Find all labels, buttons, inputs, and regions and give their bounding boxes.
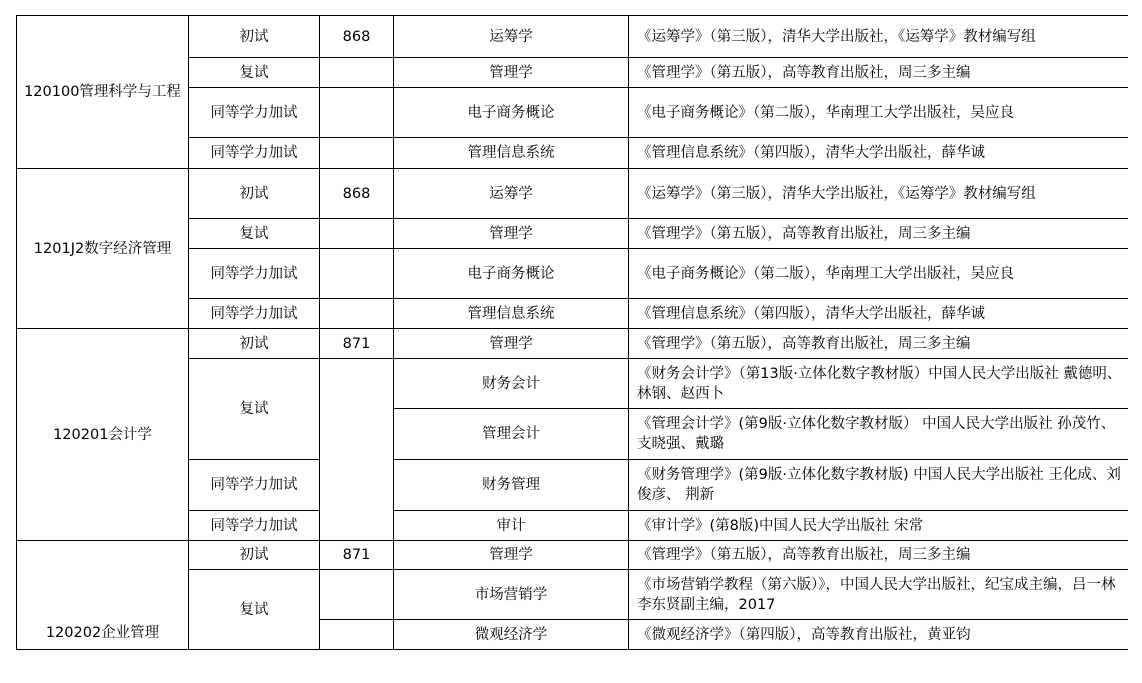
table-row [17, 541, 1129, 570]
subject-cell: 管理会计 [394, 409, 629, 460]
textbook-cell: 《管理学》（第五版），高等教育出版社，周三多主编 [629, 58, 1129, 88]
exam-type-cell: 同等学力加试 [189, 88, 320, 138]
subject-code-cell [320, 359, 394, 541]
textbook-table [16, 15, 1128, 650]
subject-cell: 财务管理 [394, 460, 629, 511]
subject-code-cell [320, 249, 394, 299]
major-cell: 120100管理科学与工程 [17, 16, 189, 169]
exam-type-cell: 复试 [189, 58, 320, 88]
major-cell: 120202企业管理 [17, 541, 189, 650]
textbook-cell: 《运筹学》（第三版），清华大学出版社，《运筹学》教材编写组 [629, 16, 1129, 58]
textbook-cell: 《管理信息系统》（第四版），清华大学出版社，薛华诚 [629, 138, 1129, 169]
table-row [17, 16, 1129, 58]
exam-type-cell: 同等学力加试 [189, 511, 320, 541]
exam-type-cell: 初试 [189, 169, 320, 219]
textbook-cell: 《微观经济学》（第四版），高等教育出版社，黄亚钧 [629, 620, 1129, 650]
subject-cell: 运筹学 [394, 169, 629, 219]
textbook-cell: 《运筹学》（第三版），清华大学出版社，《运筹学》教材编写组 [629, 169, 1129, 219]
exam-type-cell: 复试 [189, 570, 320, 650]
table-row [17, 329, 1129, 359]
subject-code-cell [320, 570, 394, 620]
subject-cell: 电子商务概论 [394, 88, 629, 138]
exam-type-cell: 同等学力加试 [189, 138, 320, 169]
exam-type-cell: 复试 [189, 359, 320, 460]
textbook-cell: 《管理学》（第五版），高等教育出版社，周三多主编 [629, 329, 1129, 359]
exam-type-cell: 初试 [189, 16, 320, 58]
subject-code-cell [320, 299, 394, 329]
subject-cell: 管理学 [394, 58, 629, 88]
textbook-cell: 《管理会计学》(第9版·立体化数字教材版） 中国人民大学出版社 孙茂竹、支晓强、戴璐 [629, 409, 1129, 460]
major-cell: 1201J2数字经济管理 [17, 169, 189, 329]
subject-code-cell [320, 138, 394, 169]
major-cell: 120201会计学 [17, 329, 189, 541]
textbook-cell: 《电子商务概论》（第二版），华南理工大学出版社，吴应良 [629, 249, 1129, 299]
textbook-cell: 《财务会计学》（第13版·立体化数字教材版）中国人民大学出版社 戴德明、林钢、赵西卜 [629, 359, 1129, 409]
subject-cell: 管理学 [394, 329, 629, 359]
textbook-cell: 《审计学》(第8版)中国人民大学出版社 宋常 [629, 511, 1129, 541]
exam-type-cell: 同等学力加试 [189, 460, 320, 511]
subject-cell: 管理信息系统 [394, 138, 629, 169]
textbook-cell: 《市场营销学教程（第六版）》，中国人民大学出版社，纪宝成主编，吕一林 李东贤副主编，2017 [629, 570, 1129, 620]
exam-type-cell: 同等学力加试 [189, 249, 320, 299]
subject-code-cell [320, 58, 394, 88]
subject-code-cell [320, 219, 394, 249]
textbook-cell: 《管理信息系统》（第四版），清华大学出版社，薛华诚 [629, 299, 1129, 329]
subject-code-cell: 871 [320, 329, 394, 359]
subject-cell: 财务会计 [394, 359, 629, 409]
exam-type-cell: 同等学力加试 [189, 299, 320, 329]
subject-cell: 微观经济学 [394, 620, 629, 650]
subject-cell: 管理学 [394, 219, 629, 249]
subject-cell: 管理学 [394, 541, 629, 570]
exam-type-cell: 初试 [189, 329, 320, 359]
textbook-table-container [16, 15, 1128, 683]
subject-code-cell: 871 [320, 541, 394, 570]
exam-type-cell: 初试 [189, 541, 320, 570]
subject-cell: 管理信息系统 [394, 299, 629, 329]
subject-code-cell: 868 [320, 169, 394, 219]
textbook-cell: 《管理学》（第五版），高等教育出版社，周三多主编 [629, 541, 1129, 570]
exam-type-cell: 复试 [189, 219, 320, 249]
subject-code-cell [320, 620, 394, 650]
subject-cell: 运筹学 [394, 16, 629, 58]
table-row [17, 169, 1129, 219]
subject-cell: 市场营销学 [394, 570, 629, 620]
subject-cell: 电子商务概论 [394, 249, 629, 299]
textbook-cell: 《管理学》（第五版），高等教育出版社，周三多主编 [629, 219, 1129, 249]
subject-cell: 审计 [394, 511, 629, 541]
textbook-cell: 《电子商务概论》（第二版），华南理工大学出版社，吴应良 [629, 88, 1129, 138]
subject-code-cell: 868 [320, 16, 394, 58]
subject-code-cell [320, 88, 394, 138]
textbook-cell: 《财务管理学》(第9版·立体化数字教材版) 中国人民大学出版社 王化成、刘俊彦、 荆新 [629, 460, 1129, 511]
